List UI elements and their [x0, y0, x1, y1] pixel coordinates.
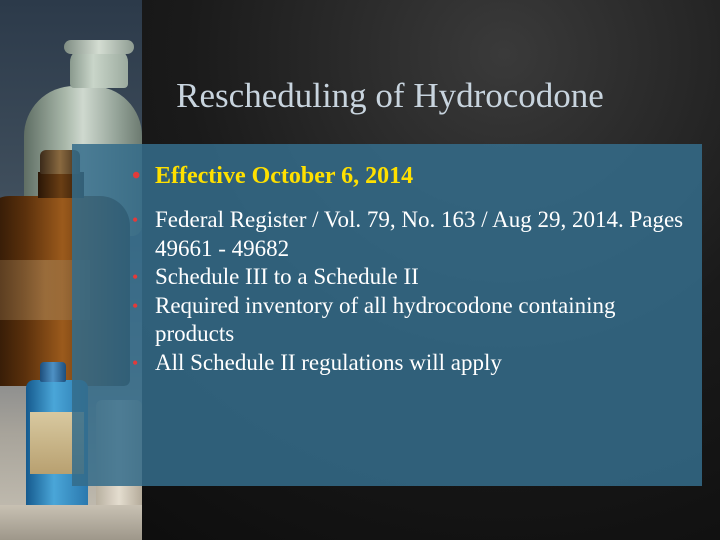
bullet-federal-register: [132, 206, 692, 263]
bullet-marker: •: [132, 163, 141, 189]
bullet-text: Required inventory of all hydrocodone containing products: [155, 292, 616, 346]
bullet-marker: •: [132, 295, 139, 316]
bullet-schedule-change: [132, 263, 692, 292]
bullet-text: All Schedule II regulations will apply: [155, 349, 502, 375]
slide-title: Rescheduling of Hydrocodone: [176, 76, 604, 115]
blue-bottle-cap: [40, 362, 66, 382]
bullet-marker: •: [132, 352, 139, 373]
bullet-marker: •: [132, 267, 139, 287]
bullet-text: Effective October 6, 2014: [155, 163, 414, 189]
bullet-list: [132, 150, 692, 377]
bullet-effective-date: [132, 150, 692, 202]
bullet-text: Schedule III to a Schedule II: [155, 264, 419, 289]
clear-bottle-lip: [64, 40, 134, 54]
bullet-marker: •: [132, 210, 139, 230]
bullet-regulations: [132, 349, 692, 378]
shelf-surface: [0, 505, 142, 540]
bullet-text: Federal Register / Vol. 79, No. 163 / Aug 29, 2014. Pages 49661 - 49682: [155, 207, 684, 261]
bullet-inventory: [132, 292, 692, 349]
